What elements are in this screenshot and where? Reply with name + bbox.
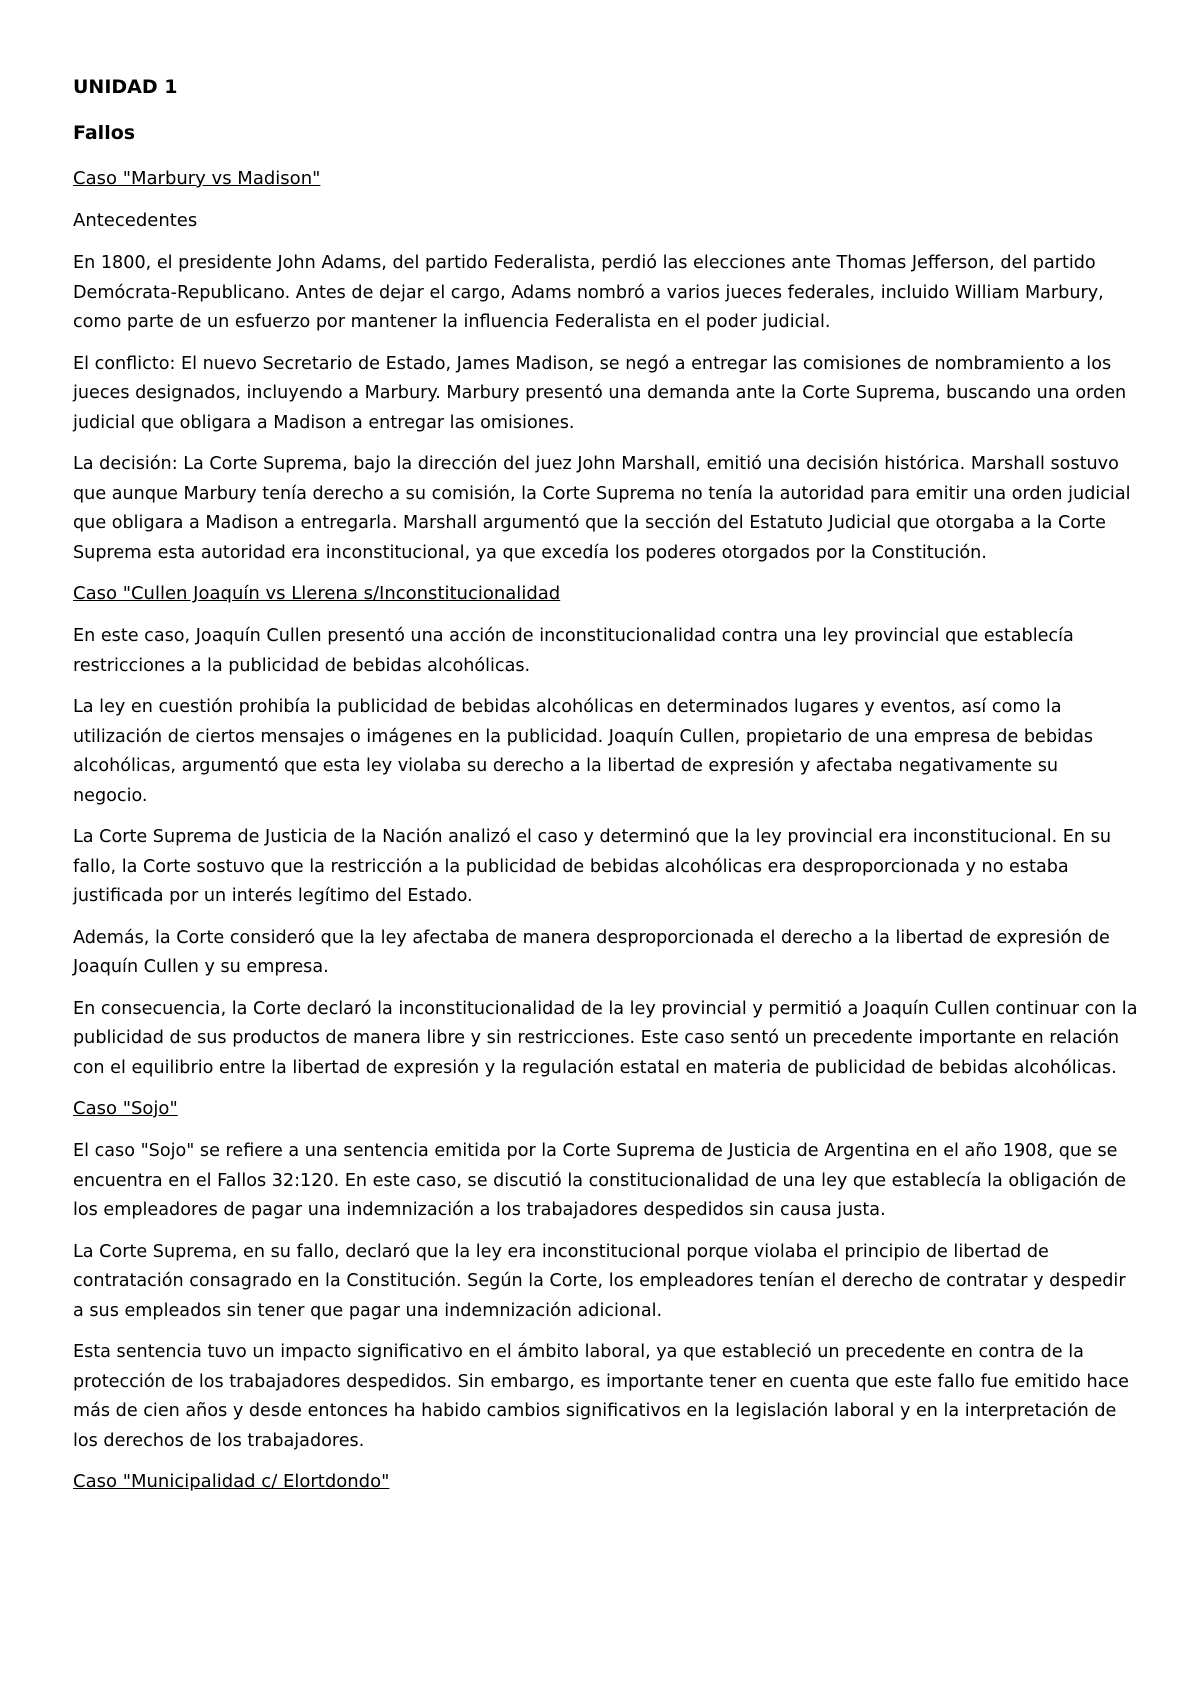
case-title-cullen: Caso "Cullen Joaquín vs Llerena s/Inconstitucionalidad bbox=[73, 583, 561, 604]
paragraph: El caso "Sojo" se refiere a una sentencia emitida por la Corte Suprema de Justicia de Argentina en el año 1908, que se encuentra en el Fallos 32:120. En este caso, se discutió la constitucionalidad de una ley que establecía la obligación de los empleadores de pagar una indemnización a los trabajadores despedidos sin causa justa. bbox=[73, 1141, 1127, 1220]
paragraph: En este caso, Joaquín Cullen presentó una acción de inconstitucionalidad contra una ley provincial que establecía restricciones a la publicidad de bebidas alcohólicas. bbox=[73, 626, 1074, 676]
unit-title: UNIDAD 1 bbox=[73, 76, 178, 98]
section-title: Fallos bbox=[73, 122, 136, 144]
paragraph: La decisión: La Corte Suprema, bajo la dirección del juez John Marshall, emitió una decisión histórica. Marshall sostuvo que aunque Marbury tenía derecho a su comisión, la Corte Suprema no tenía la autoridad para emitir una orden judicial que obligara a Madison a entregarla. Marshall argumentó que la sección del Estatuto Judicial que otorgaba a la Corte Suprema esta autoridad era inconstitucional, ya que excedía los poderes otorgados por la Constitución. bbox=[73, 454, 1131, 563]
case-title-municipalidad: Caso "Municipalidad c/ Elortdondo" bbox=[73, 1471, 390, 1492]
paragraph: La ley en cuestión prohibía la publicidad de bebidas alcohólicas en determinados lugares y eventos, así como la utilización de ciertos mensajes o imágenes en la publicidad. Joaquín Cullen, propietario de una empresa de bebidas alcohólicas, argumentó que esta ley violaba su derecho a la libertad de expresión y afectaba negativamente su negocio. bbox=[73, 697, 1094, 806]
document-content bbox=[73, 74, 1138, 1510]
paragraph: Esta sentencia tuvo un impacto significativo en el ámbito laboral, ya que estableció un precedente en contra de la protección de los trabajadores despedidos. Sin embargo, es importante tener en cuenta que este fallo fue emitido hace más de cien años y desde entonces ha habido cambios significativos en la legislación laboral y en la interpretación de los derechos de los trabajadores. bbox=[73, 1342, 1129, 1451]
paragraph: El conflicto: El nuevo Secretario de Estado, James Madison, se negó a entregar las comisiones de nombramiento a los jueces designados, incluyendo a Marbury. Marbury presentó una demanda ante la Corte Suprema, buscando una orden judicial que obligara a Madison a entregar las omisiones. bbox=[73, 353, 1127, 433]
paragraph: La Corte Suprema de Justicia de la Nación analizó el caso y determinó que la ley provincial era inconstitucional. En su fallo, la Corte sostuvo que la restricción a la publicidad de bebidas alcohólicas era desproporcionada y no estaba justificada por un interés legítimo del Estado. bbox=[73, 827, 1111, 906]
paragraph: La Corte Suprema, en su fallo, declaró que la ley era inconstitucional porque violaba el principio de libertad de contratación consagrado en la Constitución. Según la Corte, los empleadores tenían el derecho de contratar y despedir a sus empleados sin tener que pagar una indemnización adicional. bbox=[73, 1241, 1126, 1321]
case-title-marbury: Caso "Marbury vs Madison" bbox=[73, 168, 321, 189]
subheading-antecedentes: Antecedentes bbox=[73, 210, 198, 231]
case-title-sojo: Caso "Sojo" bbox=[73, 1098, 178, 1119]
paragraph: En consecuencia, la Corte declaró la inconstitucionalidad de la ley provincial y permitió a Joaquín Cullen continuar con la publicidad de sus productos de manera libre y sin restricciones. Este caso sentó un precedente importante en relación con el equilibrio entre la libertad de expresión y la regulación estatal en materia de publicidad de bebidas alcohólicas. bbox=[73, 998, 1138, 1078]
paragraph: En 1800, el presidente John Adams, del partido Federalista, perdió las elecciones ante Thomas Jefferson, del partido Demócrata-Republicano. Antes de dejar el cargo, Adams nombró a varios jueces federales, incluido William Marbury, como parte de un esfuerzo por mantener la influencia Federalista en el poder judicial. bbox=[73, 253, 1104, 332]
paragraph: Además, la Corte consideró que la ley afectaba de manera desproporcionada el derecho a la libertad de expresión de Joaquín Cullen y su empresa. bbox=[73, 927, 1110, 977]
